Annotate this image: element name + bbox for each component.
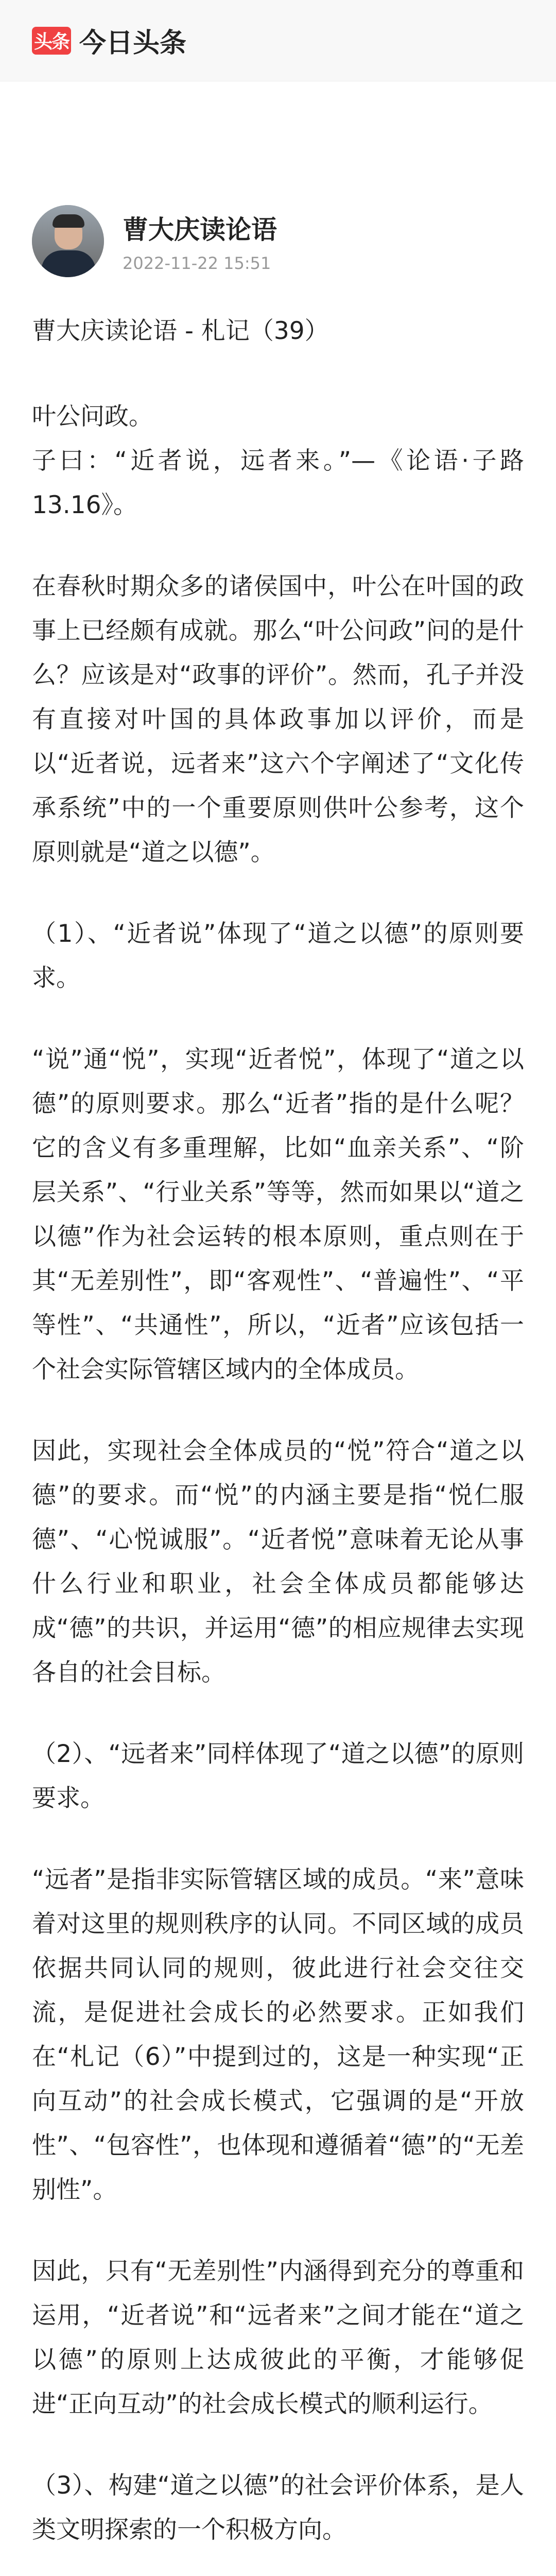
section-heading: （1）、“近者说”体现了“道之以德”的原则要求。 <box>32 920 524 992</box>
toutiao-logo[interactable]: 头条 <box>32 27 71 55</box>
paragraph: 在春秋时期众多的诸侯国中，叶公在叶国的政事上已经颇有成就。那么“叶公问政”问的是什么？应该是对“政事的评价”。然而，孔子并没有直接对叶国的具体政事加以评价，而是以“近者说，远者来”这六个字阐述了“文化传承系统”中的一个重要原则供叶公参考，这个原则就是“道之以德”。 <box>32 572 524 867</box>
quote-block <box>32 395 524 528</box>
section-heading: （3）、构建“道之以德”的社会评价体系，是人类文明探索的一个积极方向。 <box>32 2471 524 2544</box>
author-header <box>0 81 556 277</box>
paragraph: 因此，只有“无差别性”内涵得到充分的尊重和运用，“近者说”和“远者来”之间才能在“道之以德”的原则上达成彼此的平衡，才能够促进“正向互动”的社会成长模式的顺利运行。 <box>32 2257 524 2418</box>
author-info <box>123 209 277 273</box>
paragraph: “说”通“悦”，实现“近者悦”，体现了“道之以德”的原则要求。那么“近者”指的是什么呢？它的含义有多重理解，比如“血亲关系”、“阶层关系”、“行业关系”等等，然而如果以“道之以德”作为社会运转的根本原则，重点则在于其“无差别性”，即“客观性”、“普遍性”、“平等性”、“共通性”，所以，“近者”应该包括一个社会实际管辖区域内的全体成员。 <box>32 1045 524 1384</box>
paragraph: 因此，实现社会全体成员的“悦”符合“道之以德”的要求。而“悦”的内涵主要是指“悦仁服德”、“心悦诚服”。“近者悦”意味着无论从事什么行业和职业，社会全体成员都能够达成“德”的共识，并运用“德”的相应规律去实现各自的社会目标。 <box>32 1437 524 1687</box>
section-heading: （2）、“远者来”同样体现了“道之以德”的原则要求。 <box>32 1740 524 1812</box>
paragraph: “远者”是指非实际管辖区域的成员。“来”意味着对这里的规则秩序的认同。不同区域的成员依据共同认同的规则，彼此进行社会交往交流，是促进社会成长的必然要求。正如我们在“札记（6）”中提到过的，这是一种实现“正向互动”的社会成长模式，它强调的是“开放性”、“包容性”，也体现和遵循着“德”的“无差别性”。 <box>32 1866 524 2204</box>
article-body <box>0 309 556 2576</box>
app-name[interactable]: 今日头条 <box>79 28 187 59</box>
quote-line: 子曰：“近者说，远者来。”—《论语·子路13.16》。 <box>32 447 524 519</box>
author-name[interactable]: 曹大庆读论语 <box>123 215 277 245</box>
article-title: 曹大庆读论语 - 札记（39） <box>32 317 329 345</box>
avatar[interactable] <box>32 205 104 277</box>
post-time: 2022-11-22 15:51 <box>123 253 271 273</box>
top-bar <box>0 0 556 81</box>
quote-line: 叶公问政。 <box>32 402 153 431</box>
